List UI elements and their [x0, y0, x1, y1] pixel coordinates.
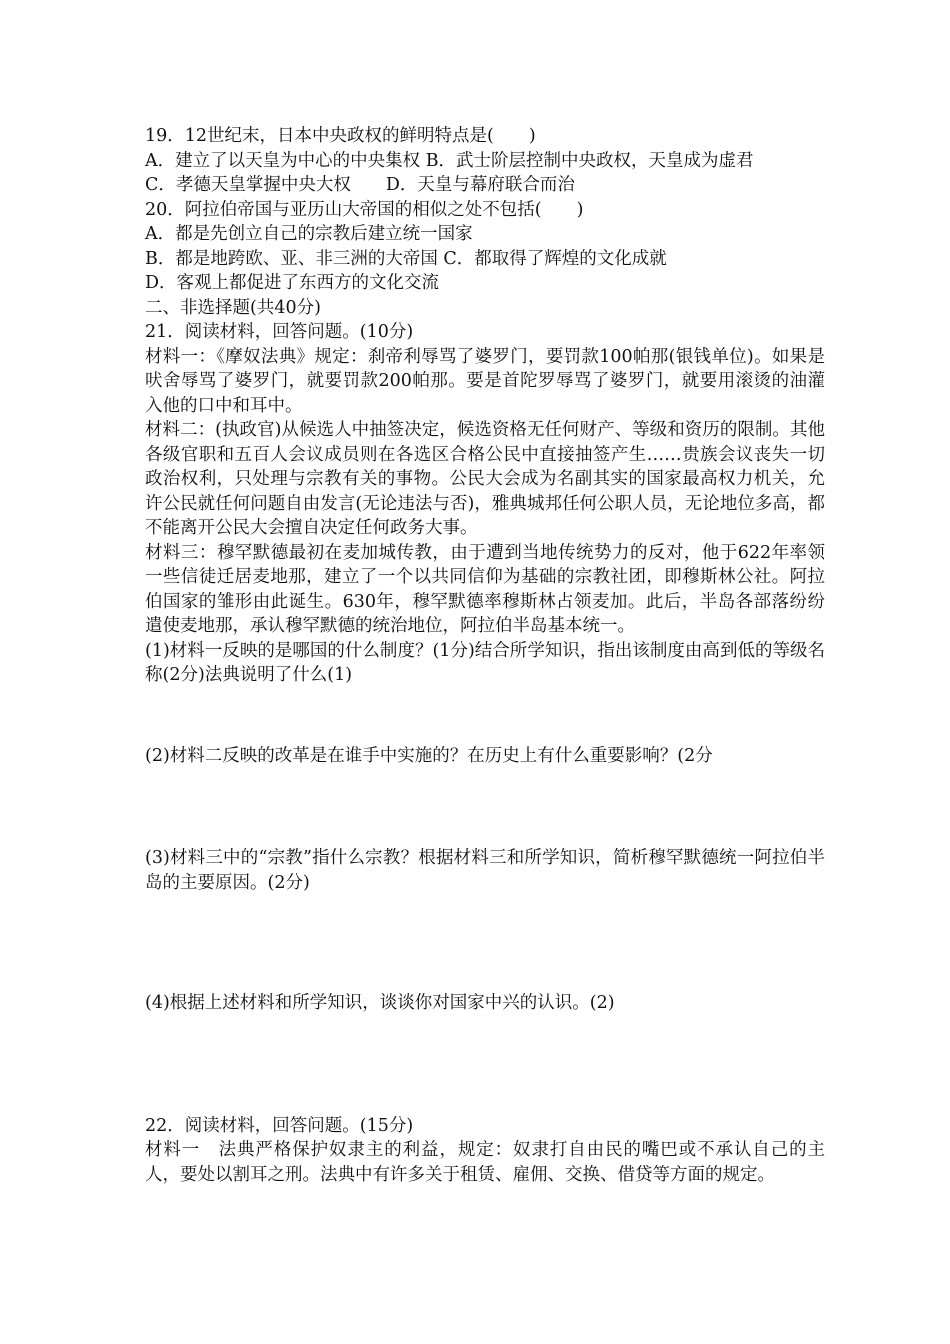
q21-material-1: 材料一：《摩奴法典》规定：刹帝利辱骂了婆罗门，要罚款100帕那(银钱单位)。如果是吠舍辱骂了婆罗门，就要罚款200帕那。要是首陀罗辱骂了婆罗门，就要用滚烫的油灌入他的口中和耳中。 — [145, 346, 825, 416]
q22-material-1: 材料一 法典严格保护奴隶主的利益，规定：奴隶打自由民的嘴巴或不承认自己的主人，要处以割耳之刑。法典中有许多关于租赁、雇佣、交换、借贷等方面的规定。 — [145, 1140, 825, 1185]
q21-material-2: 材料二：(执政官)从候选人中抽签决定，候选资格无任何财产、等级和资历的限制。其他各级官职和五百人会议成员则在各选区合格公民中直接抽签产生……贵族会议丧失一切政治权利，只处理与宗教有关的事物。公民大会成为名副其实的国家最高权力机关，允许公民就任何问题自由发言(无论违法与否)，雅典城邦任何公职人员，无论地位多高，都不能离开公民大会擅自决定任何政务大事。 — [145, 420, 825, 538]
q21-subquestion-1: (1)材料一反映的是哪国的什么制度？(1分)结合所学知识，指出该制度由高到低的等级名称(2分)法典说明了什么(1) — [145, 640, 825, 685]
q19-options-ab: A．建立了以天皇为中心的中央集权 B．武士阶层控制中央政权，天皇成为虚君 — [145, 150, 754, 171]
q20-option-a: A．都是先创立自己的宗教后建立统一国家 — [145, 224, 473, 244]
q22-stem: 22．阅读材料，回答问题。(15分) — [145, 1115, 414, 1136]
q21-subquestion-3: (3)材料三中的“宗教”指什么宗教？根据材料三和所学知识，简析穆罕默德统一阿拉伯半岛的主要原因。(2分) — [145, 848, 825, 893]
q21-subquestion-4: (4)根据上述材料和所学知识，谈谈你对国家中兴的认识。(2) — [145, 993, 615, 1013]
q21-stem: 21．阅读材料，回答问题。(10分) — [145, 322, 414, 342]
document-body — [145, 124, 825, 1187]
q20-option-bc: B．都是地跨欧、亚、非三洲的大帝国 C．都取得了辉煌的文化成就 — [145, 248, 667, 269]
q21-material-3: 材料三：穆罕默德最初在麦加城传教，由于遭到当地传统势力的反对，他于622年率领一些信徒迁居麦地那，建立了一个以共同信仰为基础的宗教社团，即穆斯林公社。阿拉伯国家的雏形由此诞生。630年，穆罕默德率穆斯林占领麦加。此后，半岛各部落纷纷遣使麦地那，承认穆罕默德的统治地位，阿拉伯半岛基本统一。 — [145, 542, 825, 636]
q19-stem: 19．12世纪末，日本中央政权的鲜明特点是( ) — [145, 126, 536, 146]
q21-subquestion-2: (2)材料二反映的改革是在谁手中实施的？在历史上有什么重要影响？(2分 — [145, 745, 713, 766]
q19-options-cd: C．孝德天皇掌握中央大权 D．天皇与幕府联合而治 — [145, 175, 575, 195]
section-title: 二、非选择题(共40分) — [145, 297, 321, 318]
q20-option-d: D．客观上都促进了东西方的文化交流 — [145, 273, 440, 293]
q20-stem: 20．阿拉伯帝国与亚历山大帝国的相似之处不包括( ) — [145, 199, 584, 220]
